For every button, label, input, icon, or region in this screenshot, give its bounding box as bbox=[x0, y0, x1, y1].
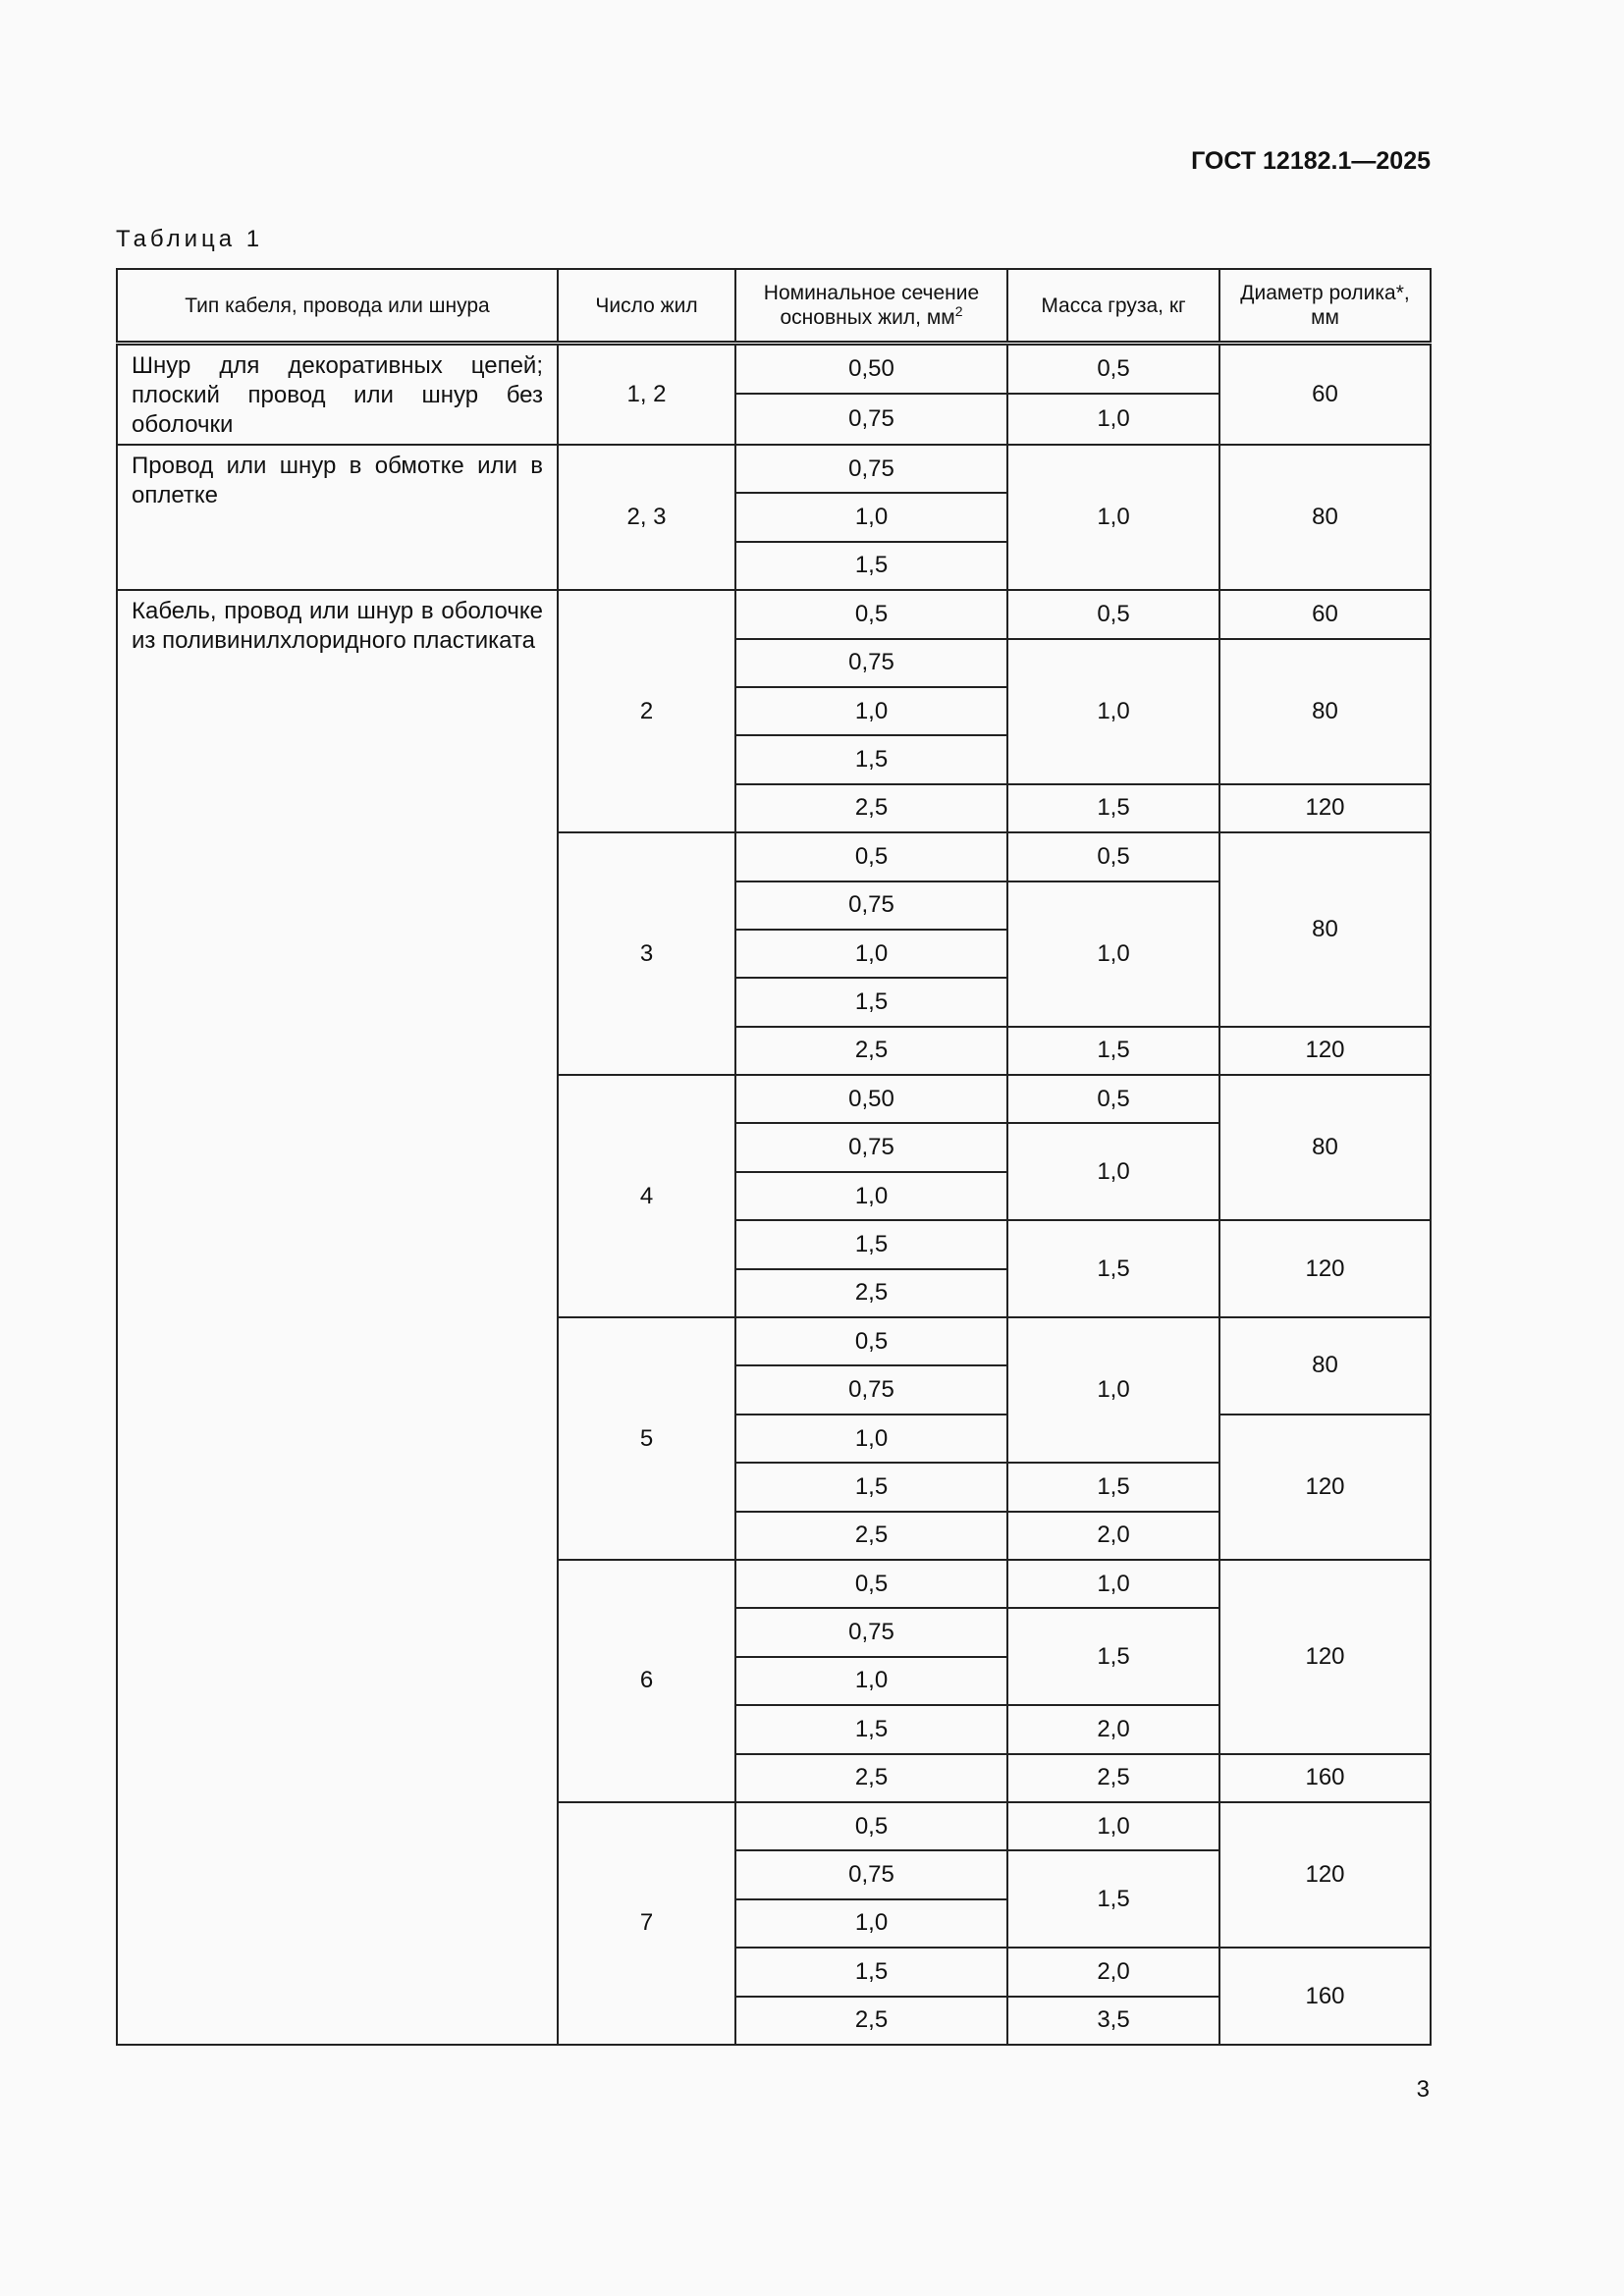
cell-section: 1,0 bbox=[735, 930, 1007, 978]
cell-mass: 0,5 bbox=[1007, 590, 1219, 638]
cell-diameter: 60 bbox=[1219, 590, 1431, 638]
cell-mass: 0,5 bbox=[1007, 832, 1219, 881]
cell-diameter: 120 bbox=[1219, 1415, 1431, 1560]
cell-mass: 1,5 bbox=[1007, 1850, 1219, 1948]
cell-mass: 0,5 bbox=[1007, 344, 1219, 395]
cell-cores: 4 bbox=[558, 1075, 735, 1317]
cell-cores: 6 bbox=[558, 1560, 735, 1802]
cell-section: 1,0 bbox=[735, 1899, 1007, 1948]
cell-mass: 0,5 bbox=[1007, 1075, 1219, 1123]
cell-section: 0,5 bbox=[735, 1317, 1007, 1365]
cell-cores: 1, 2 bbox=[558, 344, 735, 446]
cell-section: 0,75 bbox=[735, 1608, 1007, 1656]
cell-diameter: 120 bbox=[1219, 784, 1431, 832]
cell-cable-type: Кабель, провод или шнур в оболочке из поливинилхлоридного пластиката bbox=[117, 590, 558, 2045]
cell-section: 0,75 bbox=[735, 445, 1007, 493]
cell-section: 0,75 bbox=[735, 1123, 1007, 1171]
cell-diameter: 160 bbox=[1219, 1754, 1431, 1802]
table-row bbox=[117, 590, 1431, 638]
cell-diameter: 80 bbox=[1219, 1075, 1431, 1220]
cell-section: 1,5 bbox=[735, 1463, 1007, 1511]
cell-mass: 3,5 bbox=[1007, 1997, 1219, 2045]
cell-diameter: 80 bbox=[1219, 639, 1431, 784]
cell-diameter: 80 bbox=[1219, 445, 1431, 590]
cell-section: 1,5 bbox=[735, 735, 1007, 783]
cell-cores: 2 bbox=[558, 590, 735, 832]
header-section-text: Номинальное сечение основных жил, мм bbox=[763, 282, 980, 329]
table-caption: Таблица 1 bbox=[116, 226, 264, 252]
cell-mass: 1,5 bbox=[1007, 1220, 1219, 1317]
header-cable-type: Тип кабеля, провода или шнура bbox=[117, 269, 558, 344]
cell-section: 0,5 bbox=[735, 1802, 1007, 1850]
cell-section: 2,5 bbox=[735, 1027, 1007, 1075]
cell-cable-type: Шнур для декоративных цепей; плоский провод или шнур без оболочки bbox=[117, 344, 558, 446]
cell-section: 0,75 bbox=[735, 639, 1007, 687]
cell-section: 1,0 bbox=[735, 1172, 1007, 1220]
cell-mass: 1,5 bbox=[1007, 1608, 1219, 1705]
cell-section: 1,0 bbox=[735, 1415, 1007, 1463]
document-code: ГОСТ 12182.1—2025 bbox=[1191, 147, 1431, 175]
cell-section: 1,0 bbox=[735, 493, 1007, 541]
cell-section: 0,50 bbox=[735, 1075, 1007, 1123]
cell-mass: 1,0 bbox=[1007, 639, 1219, 784]
cell-section: 1,5 bbox=[735, 1705, 1007, 1753]
header-section bbox=[735, 269, 1007, 344]
cell-section: 1,5 bbox=[735, 978, 1007, 1026]
cell-section: 2,5 bbox=[735, 1269, 1007, 1317]
cable-test-table bbox=[116, 268, 1432, 2046]
cell-diameter: 80 bbox=[1219, 1317, 1431, 1415]
cell-section: 0,75 bbox=[735, 1850, 1007, 1898]
cell-cores: 5 bbox=[558, 1317, 735, 1560]
cell-section: 1,5 bbox=[735, 1220, 1007, 1268]
cell-section: 2,5 bbox=[735, 1997, 1007, 2045]
cell-cores: 7 bbox=[558, 1802, 735, 2045]
cell-mass: 2,0 bbox=[1007, 1705, 1219, 1753]
table-header-row bbox=[117, 269, 1431, 344]
cell-section: 0,5 bbox=[735, 590, 1007, 638]
cell-mass: 1,0 bbox=[1007, 1123, 1219, 1220]
cell-section: 0,75 bbox=[735, 394, 1007, 445]
cell-section: 0,75 bbox=[735, 881, 1007, 930]
cell-diameter: 120 bbox=[1219, 1220, 1431, 1317]
cell-section: 0,5 bbox=[735, 832, 1007, 881]
table-body bbox=[117, 344, 1431, 2045]
cell-section: 2,5 bbox=[735, 1754, 1007, 1802]
cell-cores: 3 bbox=[558, 832, 735, 1075]
cell-mass: 1,0 bbox=[1007, 1802, 1219, 1850]
cell-section: 2,5 bbox=[735, 1512, 1007, 1560]
cell-mass: 1,5 bbox=[1007, 784, 1219, 832]
cell-mass: 1,0 bbox=[1007, 445, 1219, 590]
cell-section: 0,75 bbox=[735, 1365, 1007, 1414]
header-section-sup: 2 bbox=[954, 303, 963, 319]
cell-cable-type: Провод или шнур в обмотке или в оплетке bbox=[117, 445, 558, 590]
table-row bbox=[117, 445, 1431, 493]
cell-mass: 1,0 bbox=[1007, 881, 1219, 1027]
cell-section: 2,5 bbox=[735, 784, 1007, 832]
header-cores: Число жил bbox=[558, 269, 735, 344]
header-mass: Масса груза, кг bbox=[1007, 269, 1219, 344]
cell-diameter: 160 bbox=[1219, 1948, 1431, 2045]
cell-mass: 1,5 bbox=[1007, 1027, 1219, 1075]
cell-mass: 1,5 bbox=[1007, 1463, 1219, 1511]
cell-mass: 2,0 bbox=[1007, 1948, 1219, 1996]
cell-mass: 1,0 bbox=[1007, 394, 1219, 445]
cell-diameter: 80 bbox=[1219, 832, 1431, 1027]
table-row bbox=[117, 344, 1431, 395]
cell-diameter: 120 bbox=[1219, 1802, 1431, 1948]
cell-diameter: 120 bbox=[1219, 1560, 1431, 1754]
cell-section: 1,5 bbox=[735, 1948, 1007, 1996]
cell-diameter: 120 bbox=[1219, 1027, 1431, 1075]
cell-section: 1,5 bbox=[735, 542, 1007, 590]
header-diameter: Диаметр ролика*, мм bbox=[1219, 269, 1431, 344]
cell-mass: 2,5 bbox=[1007, 1754, 1219, 1802]
cell-section: 1,0 bbox=[735, 1657, 1007, 1705]
cell-section: 0,50 bbox=[735, 344, 1007, 395]
cell-mass: 1,0 bbox=[1007, 1560, 1219, 1608]
cell-diameter: 60 bbox=[1219, 344, 1431, 446]
cell-mass: 2,0 bbox=[1007, 1512, 1219, 1560]
cell-section: 0,5 bbox=[735, 1560, 1007, 1608]
cell-mass: 1,0 bbox=[1007, 1317, 1219, 1463]
cell-section: 1,0 bbox=[735, 687, 1007, 735]
page-number: 3 bbox=[1416, 2076, 1430, 2103]
cell-cores: 2, 3 bbox=[558, 445, 735, 590]
